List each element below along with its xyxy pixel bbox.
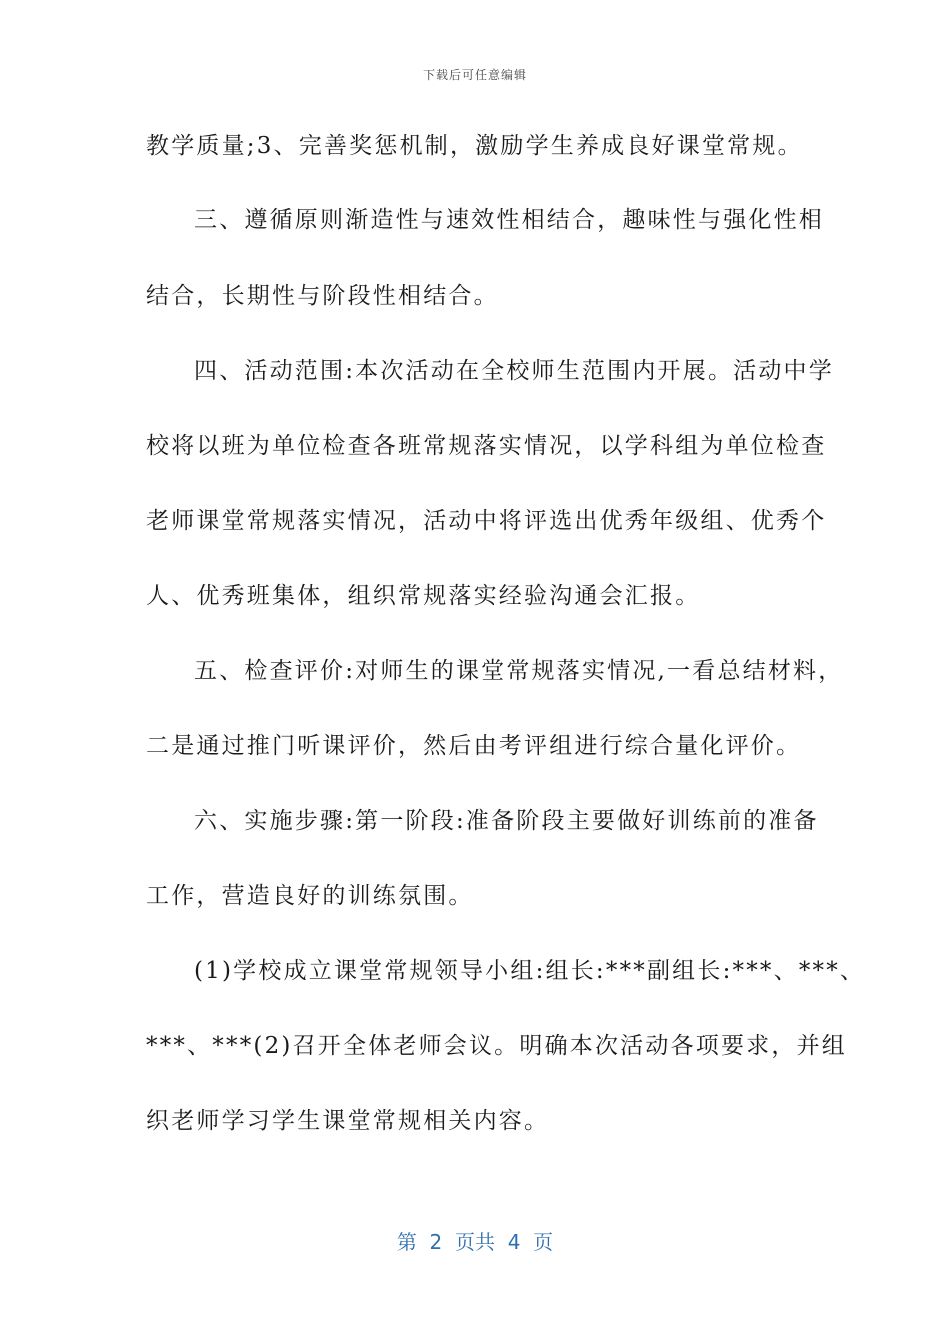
body-line-1: 教学质量;3、完善奖惩机制，激励学生养成良好课堂常规。 [146, 133, 803, 159]
body-line-14: 织老师学习学生课堂常规相关内容。 [146, 1108, 550, 1134]
body-line-8: 五、检查评价:对师生的课堂常规落实情况,一看总结材料， [194, 658, 844, 684]
body-line-13: ***、***(2)召开全体老师会议。明确本次活动各项要求，并组 [146, 1033, 847, 1059]
body-line-10: 六、实施步骤:第一阶段:准备阶段主要做好训练前的准备 [194, 808, 819, 834]
body-line-2: 三、遵循原则渐造性与速效性相结合，趣味性与强化性相 [194, 207, 824, 233]
body-line-4: 四、活动范围:本次活动在全校师生范围内开展。活动中学 [194, 358, 834, 384]
body-line-6: 老师课堂常规落实情况，活动中将评选出优秀年级组、优秀个 [146, 508, 827, 534]
body-line-3: 结合，长期性与阶段性相结合。 [146, 283, 499, 309]
body-line-12: (1)学校成立课堂常规领导小组:组长:***副组长:***、***、 [194, 958, 866, 984]
body-line-7: 人、优秀班集体，组织常规落实经验沟通会汇报。 [146, 583, 701, 609]
page-header-note: 下载后可任意编辑 [422, 68, 527, 82]
body-line-5: 校将以班为单位检查各班常规落实情况，以学科组为单位检查 [146, 433, 827, 459]
body-line-9: 二是通过推门听课评价，然后由考评组进行综合量化评价。 [146, 733, 802, 759]
page-number-footer: 第 2 页共 4 页 [396, 1230, 554, 1254]
body-line-11: 工作，营造良好的训练氛围。 [146, 883, 474, 909]
